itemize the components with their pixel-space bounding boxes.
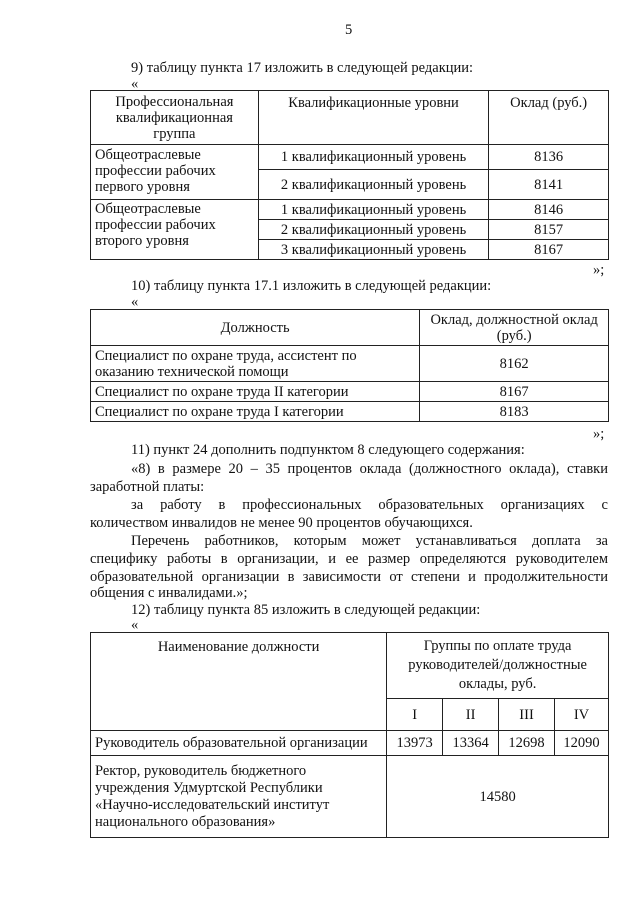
position-cell: Руководитель образовательной организации [91, 731, 387, 756]
group-label: II [443, 699, 499, 731]
header-salary: Оклад (руб.) [489, 91, 609, 145]
table-header-row [91, 91, 609, 145]
item-9-text: 9) таблицу пункта 17 изложить в следующей редакции: [131, 60, 474, 76]
table-positions [90, 309, 609, 422]
salary-cell: 8183 [420, 402, 609, 422]
table-row [91, 200, 609, 220]
close-quote: »; [593, 262, 605, 278]
level-cell: 2 квалификационный уровень [258, 220, 489, 240]
group-label: IV [555, 699, 609, 731]
salary-cell: 8136 [489, 145, 609, 170]
salary-cell: 13973 [387, 731, 443, 756]
table-row [91, 382, 609, 402]
group-label: I [387, 699, 443, 731]
position-cell: Специалист по охране труда I категории [91, 402, 420, 422]
salary-cell: 8141 [489, 170, 609, 200]
page-number: 5 [345, 22, 353, 38]
position-cell: Специалист по охране труда II категории [91, 382, 420, 402]
salary-cell: 8157 [489, 220, 609, 240]
level-cell: 1 квалификационный уровень [258, 145, 489, 170]
close-quote: »; [593, 426, 605, 442]
para-11-line: количеством инвалидов не менее 90 процентов обучающихся. [90, 515, 473, 531]
table-row [91, 145, 609, 170]
para-11-line: образовательной организации в зависимости от степени и продолжительности [90, 569, 608, 585]
position-cell: Ректор, руководитель бюджетного учреждения Удмуртской Республики «Научно-исследовательский институт национального образования» [91, 756, 387, 838]
table-header-row [91, 310, 609, 346]
para-11-line: Перечень работников, которым может устанавливаться доплата за [131, 533, 608, 549]
open-quote: « [131, 76, 139, 92]
open-quote: « [131, 294, 139, 310]
header-position: Должность [91, 310, 420, 346]
item-10-text: 10) таблицу пункта 17.1 изложить в следующей редакции: [131, 278, 492, 294]
item-12-text: 12) таблицу пункта 85 изложить в следующей редакции: [131, 602, 481, 618]
salary-cell: 12090 [555, 731, 609, 756]
table-qualification-groups [90, 90, 609, 260]
item-11-text: 11) пункт 24 дополнить подпунктом 8 следующего содержания: [131, 442, 525, 458]
group-name: Общеотраслевые профессии рабочих второго уровня [91, 200, 259, 260]
salary-cell: 12698 [499, 731, 555, 756]
level-cell: 2 квалификационный уровень [258, 170, 489, 200]
level-cell: 3 квалификационный уровень [258, 240, 489, 260]
table-managers [90, 632, 609, 838]
salary-cell: 13364 [443, 731, 499, 756]
salary-cell: 8167 [489, 240, 609, 260]
salary-cell: 8146 [489, 200, 609, 220]
table-row [91, 731, 609, 756]
position-cell: Специалист по охране труда, ассистент по оказанию технической помощи [91, 346, 420, 382]
level-cell: 1 квалификационный уровень [258, 200, 489, 220]
header-position-name: Наименование должности [91, 633, 387, 731]
salary-cell: 14580 [387, 756, 609, 838]
header-pay-groups: Группы по оплате труда руководителей/должностные оклады, руб. [387, 633, 609, 699]
para-11-line: за работу в профессиональных образовательных организациях с [131, 497, 608, 513]
salary-cell: 8167 [420, 382, 609, 402]
header-levels: Квалификационные уровни [258, 91, 489, 145]
table-row [91, 346, 609, 382]
group-label: III [499, 699, 555, 731]
para-11-line: специфику работы в организации, и ее размер определяются руководителем [90, 551, 608, 567]
salary-cell: 8162 [420, 346, 609, 382]
table-row [91, 402, 609, 422]
para-11-line: общения с инвалидами.»; [90, 585, 248, 601]
header-salary: Оклад, должностной оклад (руб.) [420, 310, 609, 346]
para-11-line: «8) в размере 20 – 35 процентов оклада (должностного оклада), ставки [131, 461, 608, 477]
table-header-row [91, 633, 609, 699]
open-quote: « [131, 617, 139, 633]
para-11-line: заработной платы: [90, 479, 205, 495]
header-group: Профессиональная квалификационная группа [91, 91, 259, 145]
group-name: Общеотраслевые профессии рабочих первого уровня [91, 145, 259, 200]
table-row [91, 756, 609, 838]
